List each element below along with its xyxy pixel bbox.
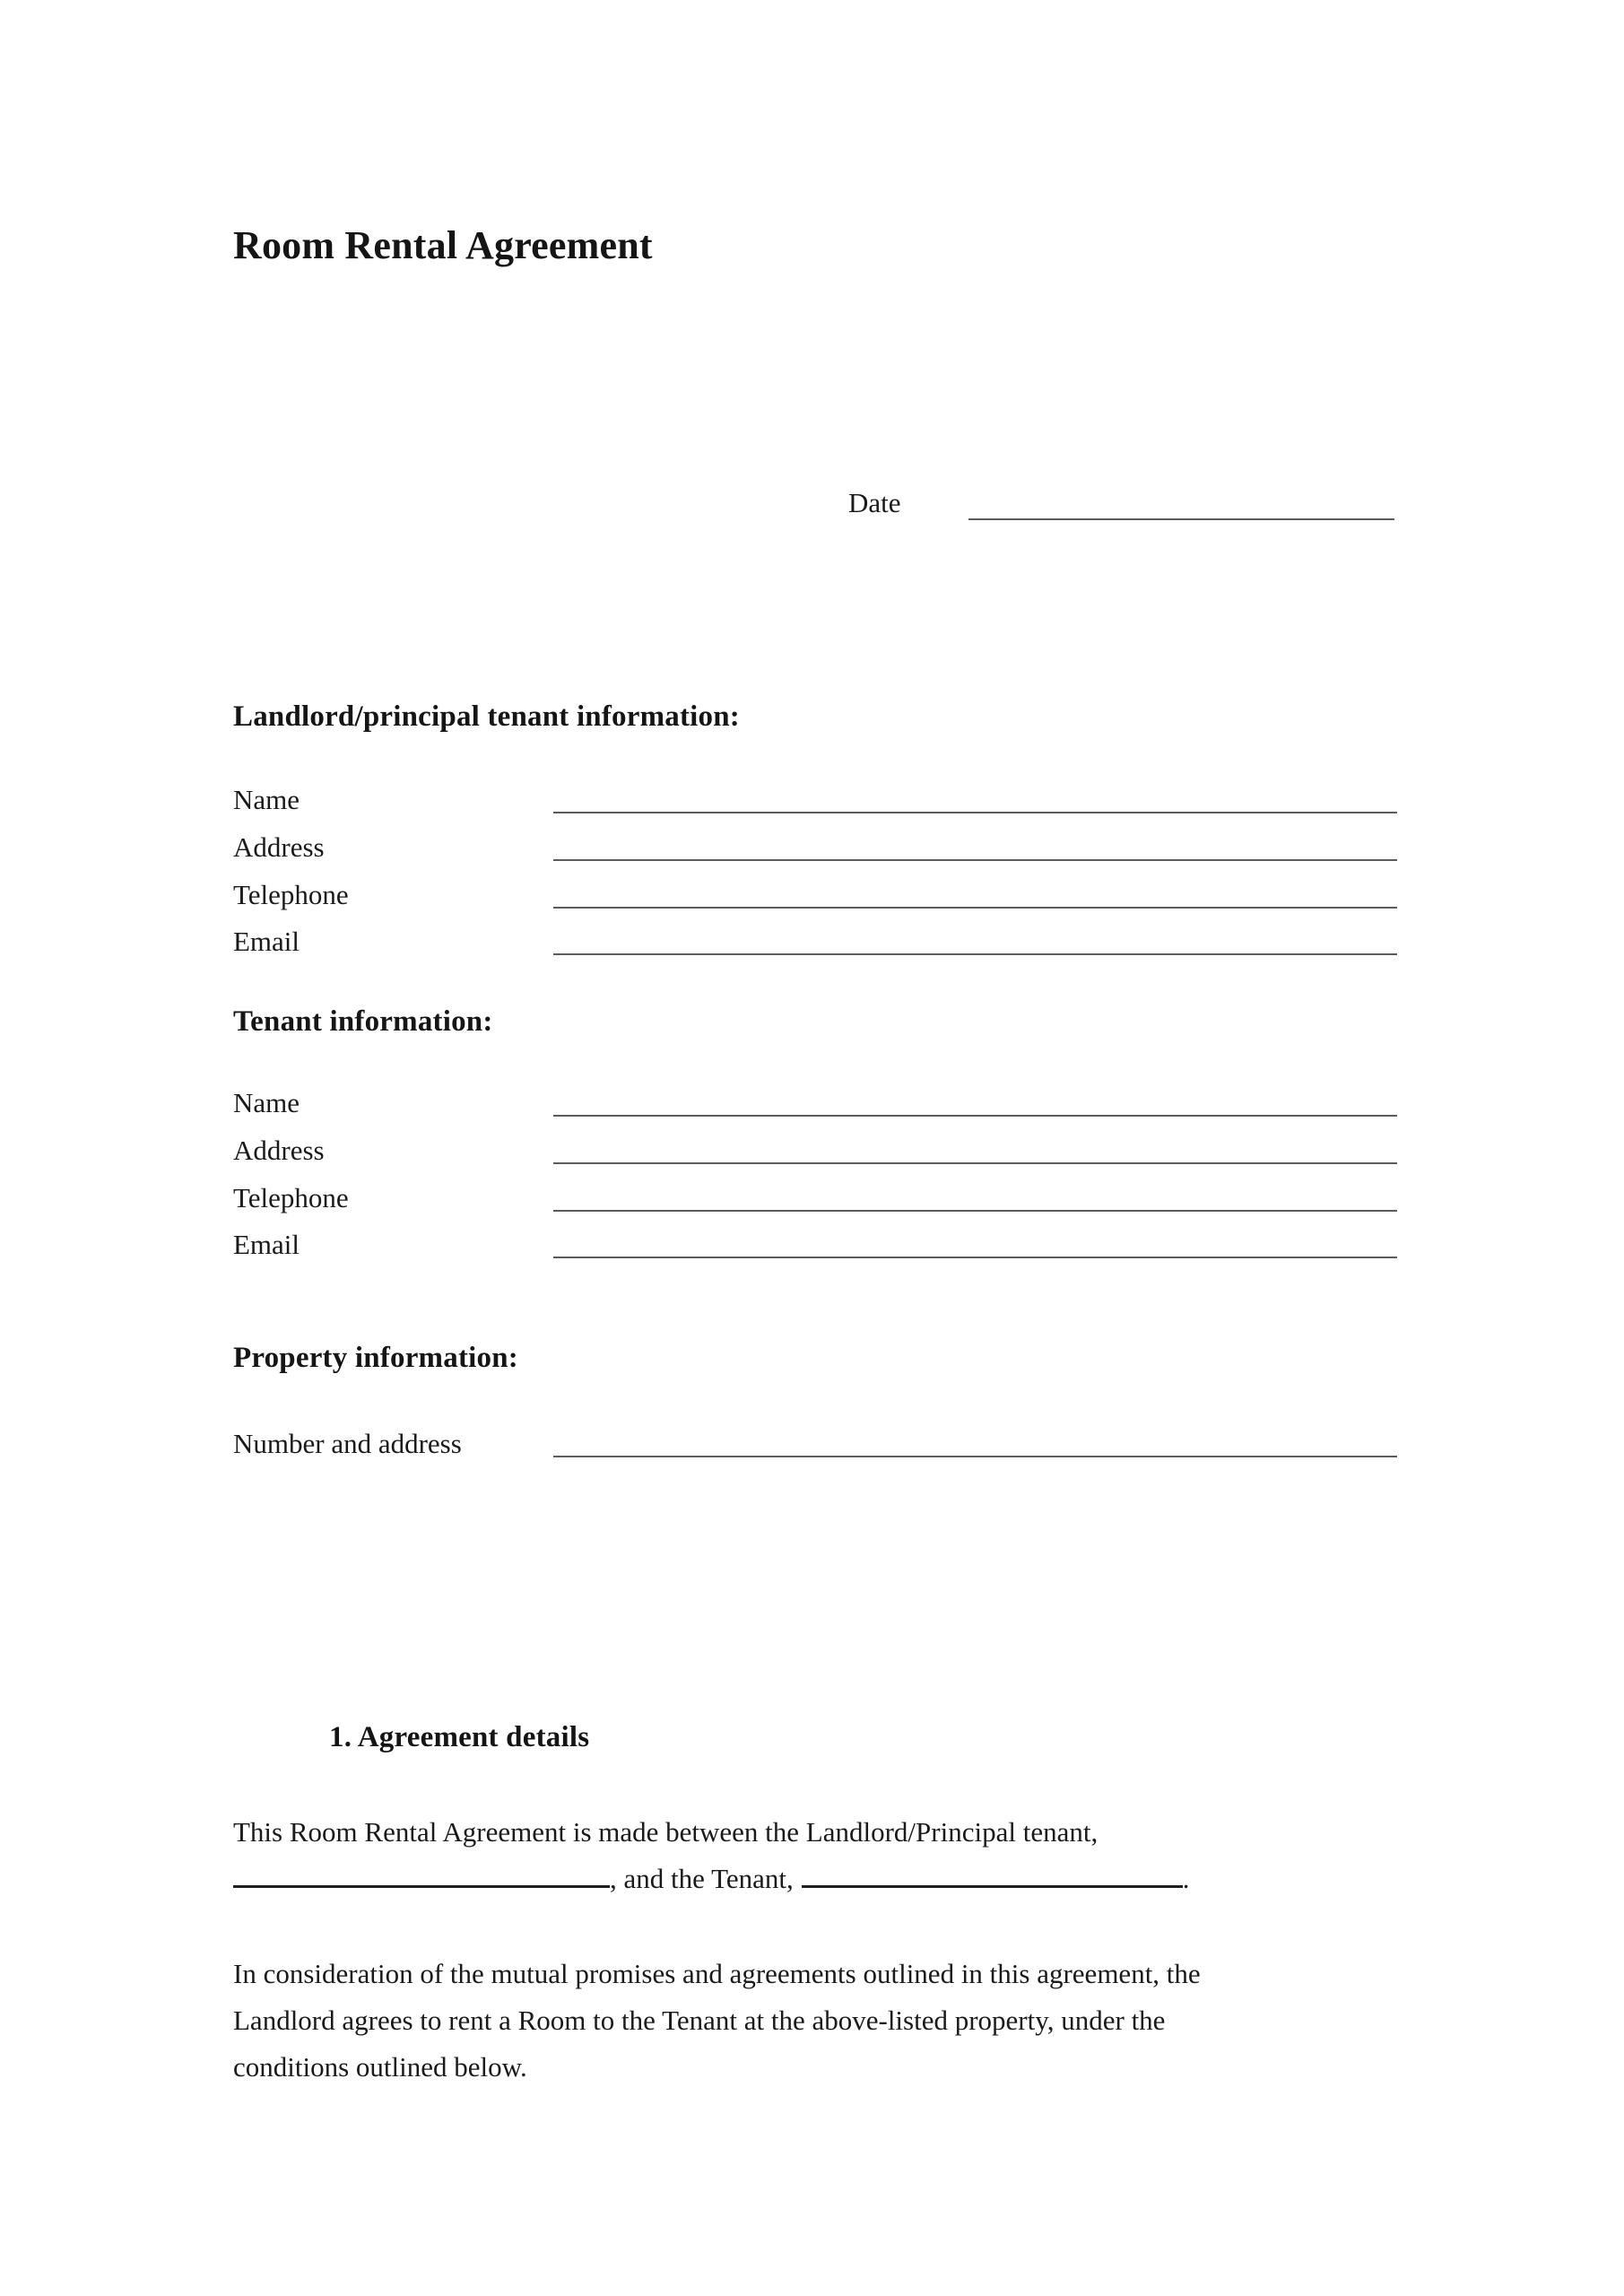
agreement-intro-line1: This Room Rental Agreement is made between the Landlord/Principal tenant, (233, 1816, 1099, 1848)
agreement-body-line2: Landlord agrees to rent a Room to the Tenant at the above-listed property, under the (233, 2005, 1166, 2036)
landlord-email-field-line[interactable] (553, 946, 1397, 955)
landlord-email-label: Email (233, 926, 300, 957)
agreement-intro-period: . (1182, 1863, 1190, 1894)
tenant-email-field-line[interactable] (553, 1249, 1397, 1258)
landlord-email-row (233, 927, 1397, 955)
date-field-line[interactable] (968, 511, 1394, 520)
landlord-section-heading: Landlord/principal tenant information: (233, 700, 740, 733)
tenant-name-label: Name (233, 1087, 300, 1118)
tenant-name-row (233, 1089, 1397, 1117)
tenant-name-field-line[interactable] (553, 1108, 1397, 1117)
property-address-row (233, 1430, 1397, 1457)
landlord-address-field-line[interactable] (553, 852, 1397, 861)
tenant-email-label: Email (233, 1229, 300, 1260)
property-address-label: Number and address (233, 1428, 462, 1459)
landlord-name-label: Name (233, 784, 300, 815)
document-title: Room Rental Agreement (233, 223, 653, 267)
tenant-address-row (233, 1136, 1397, 1164)
landlord-name-blank[interactable] (233, 1884, 610, 1888)
tenant-address-field-line[interactable] (553, 1155, 1397, 1164)
landlord-telephone-row (233, 881, 1397, 909)
agreement-intro-paragraph (233, 1809, 1397, 1902)
property-section-heading: Property information: (233, 1342, 518, 1374)
tenant-section-heading: Tenant information: (233, 1005, 493, 1038)
agreement-body-line3: conditions outlined below. (233, 2051, 527, 2083)
landlord-address-label: Address (233, 831, 325, 863)
date-label: Date (848, 487, 901, 518)
agreement-intro-middle: , and the Tenant, (610, 1863, 794, 1894)
agreement-body-line1: In consideration of the mutual promises and agreements outlined in this agreement, the (233, 1958, 1201, 1989)
landlord-address-row (233, 833, 1397, 861)
tenant-name-blank[interactable] (802, 1884, 1183, 1888)
landlord-telephone-field-line[interactable] (553, 900, 1397, 909)
landlord-name-field-line[interactable] (553, 804, 1397, 813)
tenant-telephone-row (233, 1184, 1397, 1212)
property-address-field-line[interactable] (553, 1448, 1397, 1457)
tenant-telephone-label: Telephone (233, 1182, 349, 1213)
agreement-body-paragraph (233, 1951, 1397, 2091)
landlord-telephone-label: Telephone (233, 879, 349, 910)
tenant-email-row (233, 1231, 1397, 1258)
date-row (848, 489, 1394, 517)
landlord-name-row (233, 786, 1397, 813)
tenant-address-label: Address (233, 1135, 325, 1166)
tenant-telephone-field-line[interactable] (553, 1203, 1397, 1212)
agreement-details-heading: 1. Agreement details (329, 1721, 590, 1753)
